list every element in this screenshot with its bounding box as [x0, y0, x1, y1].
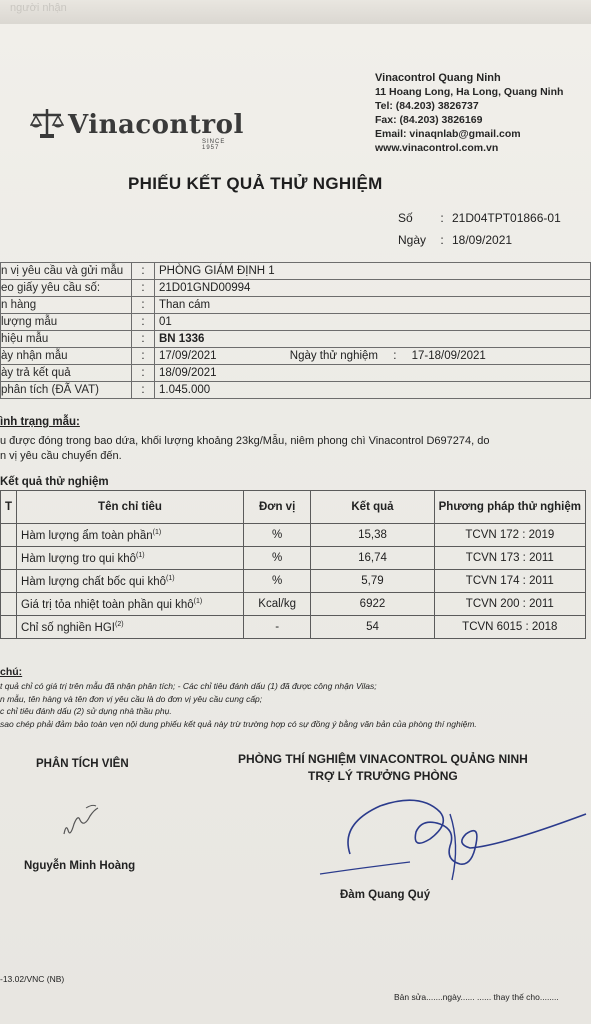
test-date-value: 17-18/09/2021: [411, 350, 486, 362]
director-name: Đàm Quang Quý: [340, 889, 431, 901]
paper-sheet: [0, 24, 591, 1024]
info-label: n hàng: [1, 297, 132, 314]
logo-wordmark: Vinacontrol: [68, 110, 244, 140]
accreditation-mark: (1): [193, 597, 203, 605]
received-date: 17/09/2021: [159, 350, 217, 362]
accreditation-mark: (1): [166, 574, 175, 582]
colon: :: [132, 297, 155, 314]
results-row: [1, 524, 586, 547]
vinacontrol-logo: [30, 106, 244, 151]
lab-name: PHÒNG THÍ NGHIỆM VINACONTROL QUẢNG NINH: [238, 752, 528, 766]
revision-note: Bản sửa.......ngày...... ...... thay thế cho........: [394, 992, 559, 1002]
sample-status-heading: ình trạng mẫu:: [0, 416, 80, 428]
notes-heading: chú:: [0, 666, 23, 678]
lab-role: TRỢ LÝ TRƯỞNG PHÒNG: [308, 769, 458, 783]
colon: :: [393, 350, 397, 362]
method-cell: TCVN 6015 : 2018: [434, 616, 585, 639]
results-row: [1, 593, 586, 616]
colon: :: [440, 233, 444, 247]
date-label: Ngày: [398, 233, 427, 247]
colon: :: [132, 382, 155, 399]
info-value: Than cám: [155, 297, 591, 314]
test-date-label: Ngày thử nghiệm: [289, 350, 379, 362]
info-row: [1, 280, 591, 297]
colon: :: [440, 211, 444, 225]
date-value: 18/09/2021: [452, 233, 513, 247]
note-line: c chỉ tiêu đánh dấu (2) sử dụng nhà thầu phụ.: [0, 706, 172, 716]
unit-cell: %: [243, 570, 310, 593]
indicator-text: Hàm lượng ẩm toàn phần: [21, 529, 153, 542]
analyst-signature: [50, 794, 130, 844]
form-code: -13.02/VNC (NB): [0, 974, 65, 984]
method-cell: TCVN 172 : 2019: [434, 524, 585, 547]
results-row: [1, 547, 586, 570]
accreditation-mark: (2): [115, 620, 124, 628]
accreditation-mark: (1): [136, 551, 145, 559]
analyst-name: Nguyễn Minh Hoàng: [24, 860, 136, 872]
number-label: Số: [398, 211, 413, 225]
info-row: [1, 331, 591, 348]
info-value-group: [155, 348, 591, 365]
scales-logo-icon: [30, 106, 64, 140]
document-title: PHIẾU KẾT QUẢ THỬ NGHIỆM: [128, 174, 383, 193]
lab-title: [238, 751, 528, 785]
info-label: n vị yêu cầu và gửi mẫu: [1, 263, 132, 280]
results-table: [0, 490, 586, 639]
info-value: 1.045.000: [155, 382, 591, 399]
result-cell: 54: [311, 616, 434, 639]
note-line: n mẫu, tên hàng và tên đơn vị yêu cầu là do đơn vị yêu cầu cung cấp;: [0, 693, 263, 704]
company-name: Vinacontrol Quang Ninh: [375, 72, 501, 84]
method-cell: TCVN 200 : 2011: [434, 593, 585, 616]
row-index-cell: [1, 616, 17, 639]
row-index-cell: [1, 547, 17, 570]
analyst-title: PHÂN TÍCH VIÊN: [36, 758, 129, 770]
company-website: www.vinacontrol.com.vn: [375, 142, 499, 154]
result-cell: 16,74: [311, 547, 434, 570]
colon: :: [132, 263, 155, 280]
info-row: [1, 382, 591, 399]
results-heading: Kết quả thử nghiệm: [0, 476, 109, 488]
indicator-name: [17, 616, 244, 639]
colon: :: [132, 348, 155, 365]
document-refs: [398, 207, 561, 251]
col-name-header: Tên chỉ tiêu: [17, 491, 244, 524]
results-header-row: [1, 491, 586, 524]
indicator-text: Hàm lượng chất bốc qui khô: [21, 575, 167, 588]
info-value: 18/09/2021: [155, 365, 591, 382]
info-row: [1, 365, 591, 382]
info-value: 21D01GND00994: [155, 280, 591, 297]
method-cell: TCVN 174 : 2011: [434, 570, 585, 593]
info-row: [1, 263, 591, 280]
info-row: [1, 314, 591, 331]
indicator-text: Giá trị tỏa nhiệt toàn phần qui khô: [21, 598, 194, 611]
unit-cell: %: [243, 547, 310, 570]
note-line: sao chép phải đảm bảo toàn vẹn nội dung phiếu kết quả này trừ trường hợp có sự đồng ý bằng văn bản của phòng thí nghiệm.: [0, 718, 477, 729]
info-label: hiệu mẫu: [1, 331, 132, 348]
company-address: 11 Hoang Long, Ha Long, Quang Ninh: [375, 86, 564, 98]
info-row: [1, 297, 591, 314]
result-cell: 5,79: [311, 570, 434, 593]
notes-block: [0, 680, 477, 730]
info-label: ày nhận mẫu: [1, 348, 132, 365]
sample-status-line: n vị yêu cầu chuyển đến.: [0, 450, 122, 462]
indicator-name: [17, 547, 244, 570]
director-signature: [300, 784, 590, 884]
info-label: phân tích (ĐÃ VAT): [1, 382, 132, 399]
indicator-name: [17, 593, 244, 616]
indicator-name: [17, 570, 244, 593]
info-value: BN 1336: [155, 331, 591, 348]
info-value: 01: [155, 314, 591, 331]
company-info: [375, 71, 563, 155]
indicator-text: Chỉ số nghiền HGI: [21, 621, 115, 634]
indicator-name: [17, 524, 244, 547]
info-label: ày trả kết quả: [1, 365, 132, 382]
results-row: [1, 616, 586, 639]
result-cell: 15,38: [311, 524, 434, 547]
logo-since: SINCE 1957: [202, 139, 226, 151]
info-row: [1, 348, 591, 365]
info-label: lượng mẫu: [1, 314, 132, 331]
accreditation-mark: (1): [152, 528, 162, 536]
colon: :: [132, 314, 155, 331]
colon: :: [132, 331, 155, 348]
col-result-header: Kết quả: [311, 491, 434, 524]
sample-info-table: [0, 262, 591, 399]
results-row: [1, 570, 586, 593]
method-cell: TCVN 173 : 2011: [434, 547, 585, 570]
row-index-cell: [1, 570, 17, 593]
note-line: t quả chỉ có giá trị trên mẫu đã nhận phân tích; - Các chỉ tiêu đánh dấu (1) đã được công nhận Vilas;: [0, 681, 377, 691]
unit-cell: -: [243, 616, 310, 639]
faint-handwriting: người nhận: [10, 2, 67, 14]
sample-status-line: u được đóng trong bao dứa, khối lượng khoảng 23kg/Mẫu, niêm phong chì Vinacontrol D697274, do: [0, 435, 490, 447]
unit-cell: Kcal/kg: [243, 593, 310, 616]
info-value: PHÒNG GIÁM ĐỊNH 1: [155, 263, 591, 280]
result-cell: 6922: [311, 593, 434, 616]
colon: :: [132, 365, 155, 382]
company-email: Email: vinaqnlab@gmail.com: [375, 128, 521, 140]
number-value: 21D04TPT01866-01: [452, 211, 561, 225]
sample-status-text: [0, 434, 489, 464]
col-method-header: Phương pháp thử nghiệm: [434, 491, 585, 524]
company-fax: Fax: (84.203) 3826169: [375, 114, 483, 126]
colon: :: [132, 280, 155, 297]
col-unit-header: Đơn vị: [243, 491, 310, 524]
row-index-cell: [1, 524, 17, 547]
company-tel: Tel: (84.203) 3826737: [375, 100, 479, 112]
col-index-header: T: [1, 491, 17, 524]
row-index-cell: [1, 593, 17, 616]
info-label: eo giấy yêu cầu số:: [1, 280, 132, 297]
unit-cell: %: [243, 524, 310, 547]
indicator-text: Hàm lượng tro qui khô: [21, 552, 136, 565]
